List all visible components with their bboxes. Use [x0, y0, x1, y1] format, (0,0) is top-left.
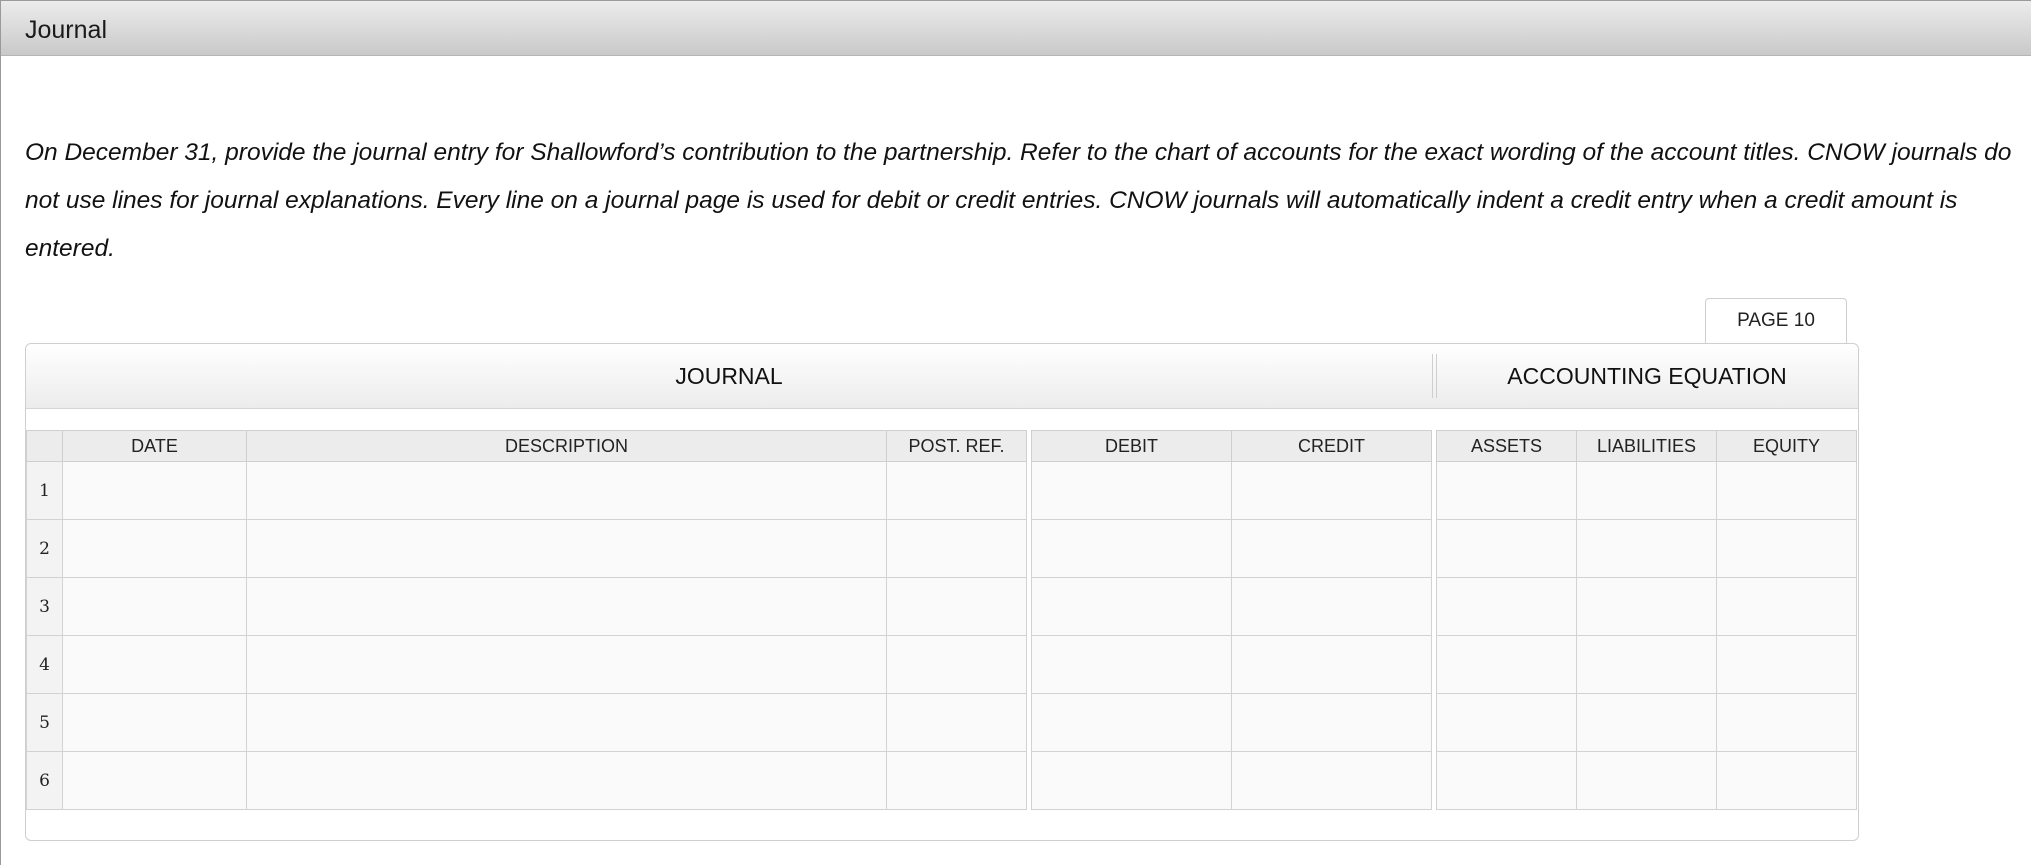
- accounting-equation-section-title: ACCOUNTING EQUATION: [1507, 363, 1787, 389]
- liabilities-cell: [1577, 694, 1717, 752]
- assets-cell: [1437, 752, 1577, 810]
- table-row: [27, 752, 1857, 810]
- post-ref-input[interactable]: [887, 520, 1026, 577]
- post-ref-cell: [887, 694, 1027, 752]
- liabilities-cell: [1577, 520, 1717, 578]
- row-number: 6: [27, 752, 63, 810]
- credit-input[interactable]: [1232, 462, 1431, 519]
- equity-input[interactable]: [1717, 694, 1856, 751]
- debit-input[interactable]: [1032, 578, 1231, 635]
- credit-input[interactable]: [1232, 636, 1431, 693]
- liabilities-input[interactable]: [1577, 578, 1716, 635]
- post-ref-input[interactable]: [887, 462, 1026, 519]
- equity-cell: [1717, 578, 1857, 636]
- debit-cell: [1032, 520, 1232, 578]
- post-ref-cell: [887, 462, 1027, 520]
- assets-input[interactable]: [1437, 694, 1576, 751]
- panel-header: [26, 344, 1858, 409]
- credit-input[interactable]: [1232, 752, 1431, 809]
- post-ref-input[interactable]: [887, 636, 1026, 693]
- date-input[interactable]: [63, 694, 246, 751]
- liabilities-cell: [1577, 752, 1717, 810]
- row-number: 1: [27, 462, 63, 520]
- assets-cell: [1437, 578, 1577, 636]
- assets-input[interactable]: [1437, 520, 1576, 577]
- credit-header: CREDIT: [1232, 431, 1432, 462]
- journal-section-title: JOURNAL: [675, 363, 783, 389]
- debit-cell: [1032, 752, 1232, 810]
- date-input[interactable]: [63, 520, 246, 577]
- debit-cell: [1032, 694, 1232, 752]
- journal-panel: [25, 343, 1859, 841]
- liabilities-cell: [1577, 636, 1717, 694]
- equity-cell: [1717, 752, 1857, 810]
- post-ref-cell: [887, 520, 1027, 578]
- debit-input[interactable]: [1032, 636, 1231, 693]
- description-cell: [247, 578, 887, 636]
- row-number: 2: [27, 520, 63, 578]
- table-row: [27, 578, 1857, 636]
- equity-input[interactable]: [1717, 520, 1856, 577]
- debit-input[interactable]: [1032, 752, 1231, 809]
- date-cell: [63, 636, 247, 694]
- table-row: [27, 520, 1857, 578]
- date-input[interactable]: [63, 462, 246, 519]
- title-bar: [1, 1, 2031, 56]
- description-input[interactable]: [247, 752, 886, 809]
- assets-input[interactable]: [1437, 462, 1576, 519]
- liabilities-input[interactable]: [1577, 520, 1716, 577]
- post-ref-input[interactable]: [887, 752, 1026, 809]
- equity-input[interactable]: [1717, 462, 1856, 519]
- equity-input[interactable]: [1717, 636, 1856, 693]
- table-row: [27, 462, 1857, 520]
- description-cell: [247, 636, 887, 694]
- post-ref-cell: [887, 636, 1027, 694]
- date-cell: [63, 752, 247, 810]
- equity-cell: [1717, 636, 1857, 694]
- date-cell: [63, 520, 247, 578]
- row-number: 4: [27, 636, 63, 694]
- date-input[interactable]: [63, 636, 246, 693]
- assets-cell: [1437, 636, 1577, 694]
- row-number-header: [27, 431, 63, 462]
- liabilities-cell: [1577, 462, 1717, 520]
- description-cell: [247, 694, 887, 752]
- assets-header: ASSETS: [1437, 431, 1577, 462]
- journal-rows: [27, 462, 1857, 810]
- credit-cell: [1232, 462, 1432, 520]
- row-number: 5: [27, 694, 63, 752]
- credit-input[interactable]: [1232, 520, 1431, 577]
- equity-cell: [1717, 694, 1857, 752]
- assets-cell: [1437, 520, 1577, 578]
- header-row: [27, 431, 1857, 462]
- equity-header: EQUITY: [1717, 431, 1857, 462]
- description-input[interactable]: [247, 636, 886, 693]
- equity-cell: [1717, 462, 1857, 520]
- credit-cell: [1232, 752, 1432, 810]
- debit-input[interactable]: [1032, 462, 1231, 519]
- assets-input[interactable]: [1437, 578, 1576, 635]
- liabilities-cell: [1577, 578, 1717, 636]
- credit-input[interactable]: [1232, 694, 1431, 751]
- credit-cell: [1232, 578, 1432, 636]
- liabilities-input[interactable]: [1577, 636, 1716, 693]
- credit-cell: [1232, 636, 1432, 694]
- debit-cell: [1032, 462, 1232, 520]
- description-cell: [247, 462, 887, 520]
- credit-input[interactable]: [1232, 578, 1431, 635]
- window-title: Journal: [25, 16, 107, 44]
- debit-header: DEBIT: [1032, 431, 1232, 462]
- debit-cell: [1032, 578, 1232, 636]
- post-ref-header: POST. REF.: [887, 431, 1027, 462]
- post-ref-input[interactable]: [887, 578, 1026, 635]
- description-input[interactable]: [247, 520, 886, 577]
- post-ref-input[interactable]: [887, 694, 1026, 751]
- post-ref-cell: [887, 752, 1027, 810]
- debit-cell: [1032, 636, 1232, 694]
- liabilities-input[interactable]: [1577, 462, 1716, 519]
- date-input[interactable]: [63, 578, 246, 635]
- date-header: DATE: [63, 431, 247, 462]
- assets-input[interactable]: [1437, 752, 1576, 809]
- liabilities-input[interactable]: [1577, 752, 1716, 809]
- description-cell: [247, 752, 887, 810]
- description-header: DESCRIPTION: [247, 431, 887, 462]
- instructions-text: On December 31, provide the journal entry for Shallowford’s contribution to the partnership. Refer to the chart of accounts for the exact wording of the account titles. CNOW journals do not use lines for journal explanations. Every line on a journal page is used for debit or credit entries. CNOW journals will automatically indent a credit entry when a credit amount is entered.: [25, 139, 2012, 262]
- description-input[interactable]: [247, 462, 886, 519]
- date-input[interactable]: [63, 752, 246, 809]
- page-tab[interactable]: PAGE 10: [1705, 298, 1847, 343]
- date-cell: [63, 694, 247, 752]
- description-input[interactable]: [247, 694, 886, 751]
- row-number: 3: [27, 578, 63, 636]
- equity-input[interactable]: [1717, 752, 1856, 809]
- equity-input[interactable]: [1717, 578, 1856, 635]
- assets-cell: [1437, 462, 1577, 520]
- debit-input[interactable]: [1032, 520, 1231, 577]
- post-ref-cell: [887, 578, 1027, 636]
- credit-cell: [1232, 694, 1432, 752]
- equity-cell: [1717, 520, 1857, 578]
- journal-table: [26, 430, 1857, 810]
- assets-cell: [1437, 694, 1577, 752]
- date-cell: [63, 462, 247, 520]
- credit-cell: [1232, 520, 1432, 578]
- liabilities-input[interactable]: [1577, 694, 1716, 751]
- date-cell: [63, 578, 247, 636]
- table-row: [27, 694, 1857, 752]
- description-input[interactable]: [247, 578, 886, 635]
- assets-input[interactable]: [1437, 636, 1576, 693]
- liabilities-header: LIABILITIES: [1577, 431, 1717, 462]
- description-cell: [247, 520, 887, 578]
- table-row: [27, 636, 1857, 694]
- debit-input[interactable]: [1032, 694, 1231, 751]
